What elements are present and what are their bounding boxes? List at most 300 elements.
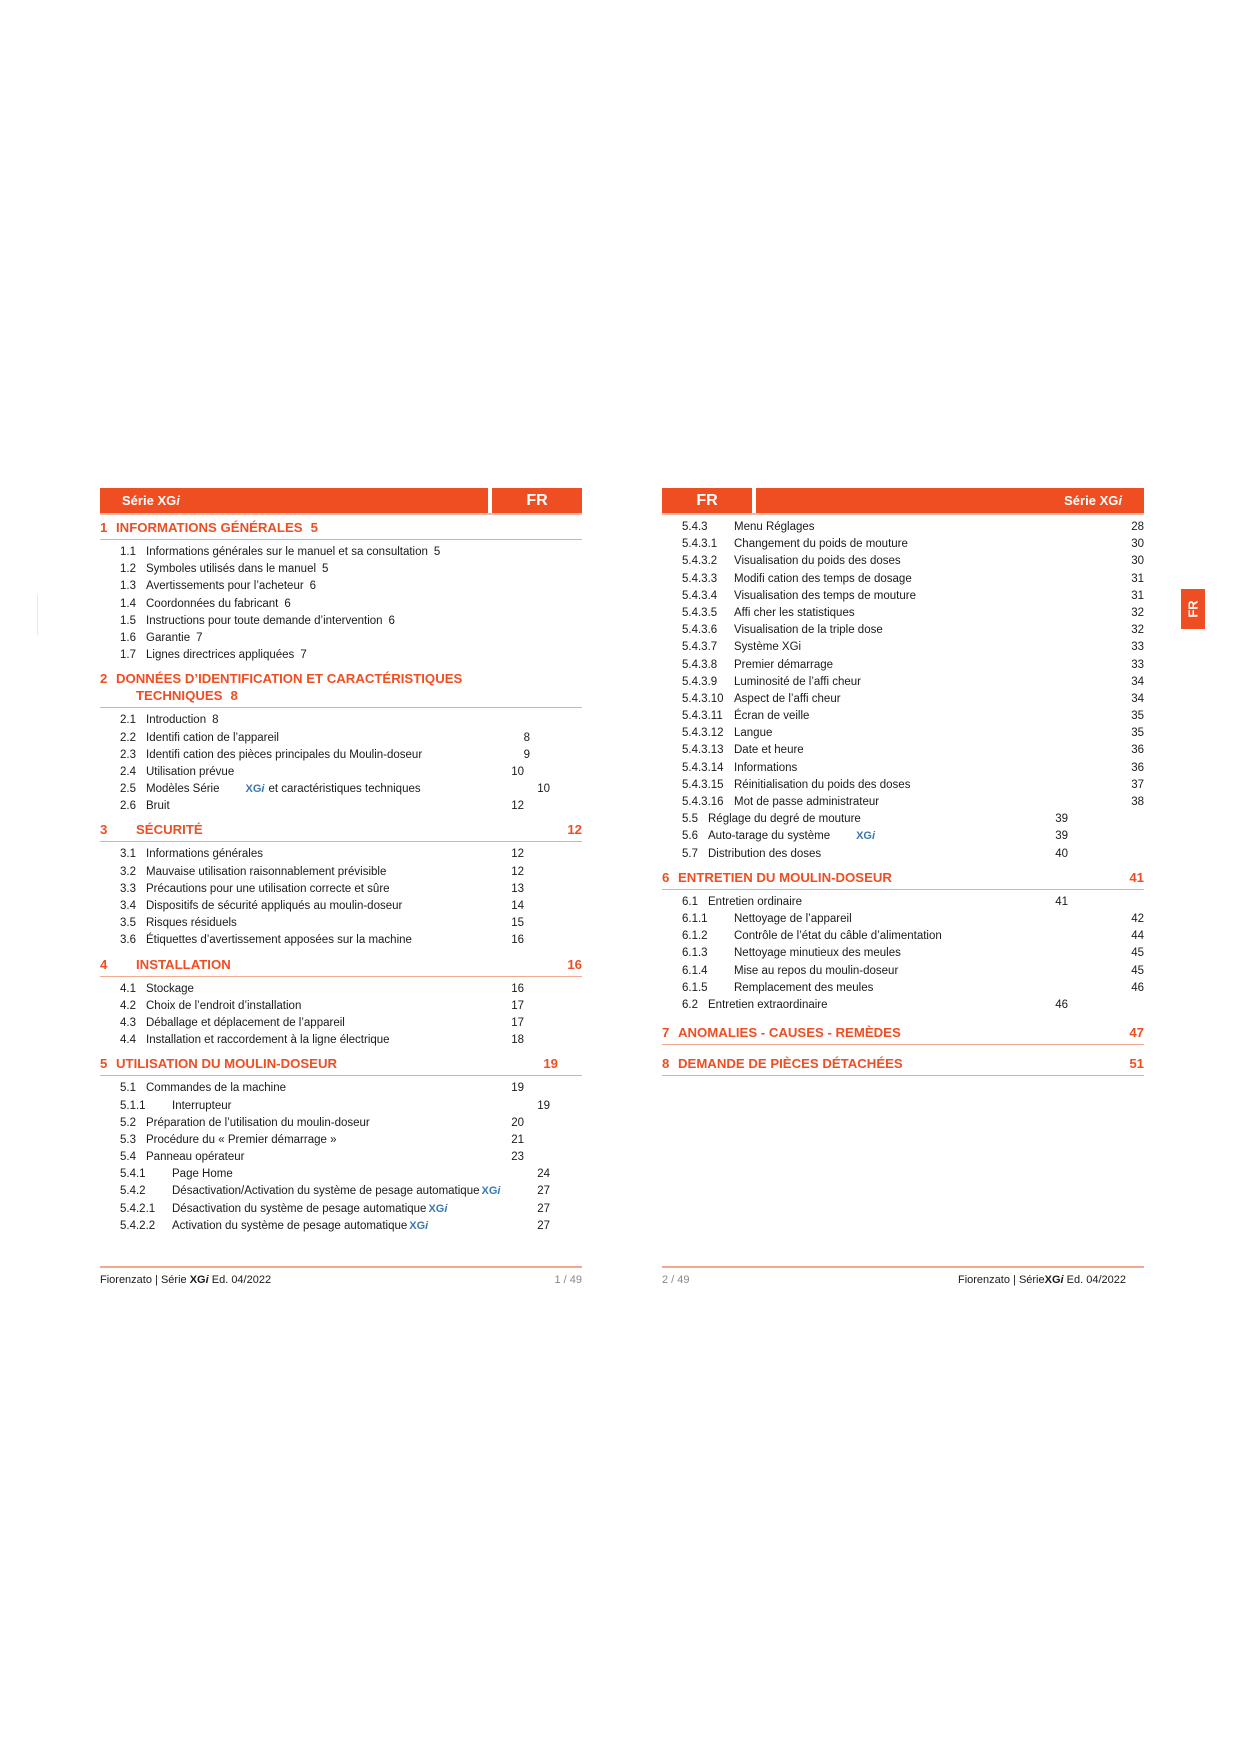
entry-xgi — [409, 1220, 428, 1232]
toc-entry — [100, 561, 582, 578]
section-page: 12 — [567, 822, 582, 838]
entry-title — [146, 561, 328, 578]
entry-title — [146, 864, 386, 881]
footer-sep: | — [155, 1274, 158, 1286]
toc-entry — [100, 932, 582, 949]
section-heading — [662, 869, 1144, 890]
entry-page: 31 — [1131, 589, 1144, 602]
entry-page: 36 — [1131, 744, 1144, 757]
section-page: 41 — [1129, 869, 1144, 885]
section-number: 3 — [100, 822, 108, 838]
entry-title — [734, 742, 804, 759]
entry-title-text: Avertissements pour l’acheteur — [146, 580, 304, 593]
section-number: 1 — [100, 520, 108, 535]
entry-page: 6 — [388, 614, 395, 627]
entry-title — [734, 674, 861, 691]
entry-title — [734, 605, 855, 622]
entry-title — [146, 1032, 390, 1049]
entry-title-text: Menu Réglages — [734, 521, 815, 533]
entry-title-text: Instructions pour toute demande d’intervention — [146, 614, 383, 627]
toc-entry — [662, 963, 1144, 980]
entry-title-text: Contrôle de l’état du câble d’alimentation — [734, 930, 942, 943]
entry-page: 12 — [511, 865, 524, 878]
entry-number: 3.6 — [120, 934, 136, 947]
left-page — [100, 488, 582, 1286]
entry-number: 5.4.3.11 — [682, 710, 723, 723]
entry-page: 16 — [511, 934, 524, 947]
entry-page: 35 — [1131, 727, 1144, 740]
entry-page: 41 — [1055, 895, 1068, 908]
entry-title-text: Introduction — [146, 714, 207, 727]
toc-entry — [662, 811, 1144, 828]
entry-page: 36 — [1131, 761, 1144, 774]
section-heading — [100, 956, 582, 977]
entry-number: 1.2 — [120, 563, 136, 576]
entry-number: 6.1.5 — [682, 981, 708, 994]
section-page: 47 — [1129, 1025, 1144, 1041]
entry-number: 5.4.2 — [120, 1185, 146, 1198]
toc-entry — [662, 708, 1144, 725]
entry-page: 45 — [1131, 964, 1144, 977]
section-title — [662, 1024, 1144, 1041]
right-footer — [662, 1266, 1144, 1286]
series-word: Série — [122, 493, 154, 508]
entry-number: 5.7 — [682, 847, 698, 860]
section-page: 8 — [230, 688, 238, 704]
entry-title-text: Réglage du degré de mouture — [708, 813, 861, 826]
entry-title — [734, 657, 833, 674]
brand-xg-right: XG — [1099, 493, 1119, 508]
header-separator-right — [662, 513, 1144, 515]
entry-title-text: Lignes directrices appliquées — [146, 649, 295, 662]
toc-entry — [100, 1166, 582, 1183]
section-block — [662, 1055, 1144, 1076]
entry-title-text: Premier démarrage — [734, 658, 834, 671]
brand-i-right: i — [1118, 493, 1122, 508]
entry-title — [172, 1183, 500, 1200]
entry-page: 46 — [1055, 998, 1068, 1011]
entry-page: 7 — [196, 631, 203, 644]
entry-title — [734, 945, 901, 962]
entry-title — [734, 794, 879, 811]
entry-title — [734, 536, 908, 553]
section-title-continued — [100, 687, 582, 704]
entry-title — [146, 1149, 244, 1166]
entry-number: 2.5 — [120, 783, 136, 796]
entry-number: 5.1.1 — [120, 1099, 146, 1112]
toc-entry — [662, 828, 1144, 845]
section-heading — [100, 670, 582, 708]
entry-title — [734, 622, 883, 639]
footer-page-number: 1 / 49 — [554, 1274, 582, 1286]
section-title — [662, 869, 1144, 886]
toc-entry — [662, 725, 1144, 742]
entry-page: 5 — [433, 546, 441, 558]
side-language-tab — [1181, 589, 1205, 629]
toc-entry — [100, 781, 582, 798]
toc-entry — [100, 1183, 582, 1200]
entry-title — [734, 777, 910, 794]
entry-number: 5.4.3.15 — [682, 778, 724, 791]
entry-number: 6.2 — [682, 998, 698, 1011]
series-word-right: Série — [1064, 493, 1096, 508]
series-bar — [100, 488, 488, 513]
entry-xgi-i: i — [261, 783, 265, 796]
entry-number: 1.1 — [120, 546, 136, 558]
left-header — [100, 488, 582, 513]
toc-entry — [662, 553, 1144, 570]
toc-entry — [100, 730, 582, 747]
entry-number: 5.4.2.2 — [120, 1219, 156, 1232]
entry-number: 5.4.2.1 — [120, 1202, 156, 1215]
entry-title-text: Nettoyage de l’appareil — [734, 912, 852, 925]
entry-page: 27 — [537, 1185, 550, 1198]
entry-title — [146, 544, 440, 561]
entry-xgi-i: i — [497, 1185, 501, 1198]
entry-title — [146, 647, 307, 664]
entry-page: 32 — [1131, 624, 1144, 637]
toc-entry — [100, 712, 582, 729]
footer-xg-right: XG — [1044, 1274, 1061, 1286]
entry-number: 5.4 — [120, 1151, 136, 1164]
entry-title — [146, 764, 234, 781]
entry-title-text: Réinitialisation du poids des doses — [734, 778, 911, 791]
entry-number: 5.4.3.9 — [682, 675, 718, 688]
entry-number: 5.4.3.5 — [682, 606, 718, 619]
entry-title — [172, 1218, 428, 1235]
toc-entry — [662, 639, 1144, 656]
entry-page: 8 — [523, 731, 530, 744]
entry-title — [146, 1080, 286, 1097]
lang-label-right: FR — [696, 492, 718, 509]
footer-left-text — [100, 1274, 271, 1286]
entry-page: 9 — [523, 748, 530, 761]
entry-title-text: Coordonnées du fabricant — [146, 597, 279, 610]
entry-title-text: Auto-tarage du système — [708, 830, 831, 843]
entry-page: 33 — [1131, 641, 1144, 654]
entry-xgi-xg: XG — [245, 783, 262, 796]
entry-number: 5.5 — [682, 813, 698, 826]
entry-number: 4.2 — [120, 999, 136, 1012]
entry-title-text: Informations générales — [146, 848, 263, 861]
footer-edition-right: Ed. 04/2022 — [1066, 1274, 1126, 1286]
entry-page: 19 — [537, 1099, 550, 1112]
entry-title — [146, 630, 203, 647]
toc-entry — [100, 596, 582, 613]
entry-title — [146, 712, 219, 729]
toc-entry — [100, 1032, 582, 1049]
footer-series: Série — [160, 1274, 187, 1286]
entry-xgi-xg: XG — [428, 1202, 445, 1215]
entry-number: 3.2 — [120, 865, 136, 878]
toc-entry — [100, 1015, 582, 1032]
footer-edition: Ed. 04/2022 — [211, 1274, 272, 1286]
entry-page: 13 — [511, 882, 524, 895]
entry-page: 27 — [537, 1202, 550, 1215]
footer-brand: Fiorenzato — [100, 1274, 152, 1286]
toc-entry — [662, 846, 1144, 863]
entry-number: 5.4.3.8 — [682, 658, 718, 671]
toc-entry — [100, 764, 582, 781]
section-heading — [100, 821, 582, 842]
brand-xg: XG — [157, 493, 177, 508]
section-block — [662, 869, 1144, 1014]
entry-title-text: Entretien extraordinaire — [708, 998, 828, 1011]
entry-title — [146, 1132, 337, 1149]
entry-title-text: Panneau opérateur — [146, 1151, 245, 1164]
toc-entry — [662, 777, 1144, 794]
entry-title-text: Aspect de l’affi cheur — [734, 692, 841, 705]
series-brand — [157, 488, 179, 513]
entry-title-text: Mauvaise utilisation raisonnablement prévisible — [146, 865, 387, 878]
entry-page: 16 — [511, 982, 524, 995]
entry-title — [708, 828, 875, 845]
entry-title-text: Installation et raccordement à la ligne électrique — [146, 1034, 390, 1047]
entry-page: 31 — [1131, 572, 1144, 585]
entry-page: 18 — [511, 1034, 524, 1047]
section-title — [100, 1055, 582, 1072]
entry-page: 32 — [1131, 606, 1144, 619]
entry-number: 4.3 — [120, 1016, 136, 1029]
entry-page: 33 — [1131, 658, 1144, 671]
entry-title-text: Risques résiduels — [146, 917, 237, 930]
entry-page: 30 — [1131, 555, 1144, 568]
footer-sep-right: | — [1013, 1274, 1016, 1286]
entry-title — [708, 997, 828, 1014]
entry-title-text: Mot de passe administrateur — [734, 796, 880, 808]
entry-title-text: Garantie — [146, 631, 191, 644]
entry-title-text: Déballage et déplacement de l’appareil — [146, 1016, 345, 1029]
entry-title-text: Écran de veille — [734, 710, 810, 723]
entry-page: 17 — [511, 1016, 524, 1029]
section-number: 5 — [100, 1056, 108, 1072]
toc-entry — [100, 647, 582, 664]
toc-entry — [100, 1149, 582, 1166]
entry-xgi-xg: XG — [856, 830, 872, 843]
section-title-text: INSTALLATION — [136, 956, 231, 972]
entry-title — [146, 998, 301, 1015]
entry-page: 12 — [511, 848, 524, 861]
entry-title-text: Symboles utilisés dans le manuel — [146, 563, 317, 576]
entry-number: 6.1 — [682, 895, 698, 908]
toc-entry — [662, 536, 1144, 553]
entry-title — [734, 691, 841, 708]
section-title-text: ANOMALIES - CAUSES - REMÈDES — [678, 1025, 901, 1041]
toc-entry — [100, 613, 582, 630]
entry-title — [146, 981, 194, 998]
section-number: 2 — [100, 671, 108, 687]
toc-entry — [662, 691, 1144, 708]
entry-title — [734, 571, 912, 588]
toc-entry — [662, 674, 1144, 691]
entry-title-text: Identifi cation des pièces principales du Moulin-doseur — [146, 748, 423, 761]
footer-i: i — [205, 1274, 209, 1286]
entry-title — [146, 932, 412, 949]
entry-title — [734, 588, 916, 605]
toc-entry — [100, 1115, 582, 1132]
entry-number: 5.3 — [120, 1133, 136, 1146]
toc-entry — [100, 544, 582, 561]
entry-title-text: Stockage — [146, 982, 194, 995]
toc-entry — [662, 605, 1144, 622]
section-title — [100, 821, 582, 838]
toc-entry — [662, 945, 1144, 962]
entry-title-text: Modifi cation des temps de dosage — [734, 572, 912, 585]
entry-title-text: Précautions pour une utilisation correcte et sûre — [146, 882, 390, 895]
section-title — [100, 519, 582, 536]
entry-page: 30 — [1131, 538, 1144, 551]
entry-page: 14 — [511, 900, 524, 912]
entry-title-text: Informations — [734, 761, 798, 774]
entry-page: 39 — [1055, 813, 1068, 826]
entry-number: 1.6 — [120, 631, 136, 644]
entry-title — [172, 1166, 233, 1183]
margin-mark — [37, 595, 38, 635]
entry-page: 40 — [1055, 847, 1068, 860]
entry-title-text: Changement du poids de mouture — [734, 538, 908, 551]
entry-page: 10 — [511, 765, 524, 778]
section-title-line2: TECHNIQUES — [136, 688, 223, 704]
entry-number: 2.6 — [120, 800, 136, 813]
right-toc — [662, 519, 1144, 1076]
section-number: 6 — [662, 869, 670, 885]
entry-number: 2.2 — [120, 731, 136, 744]
entry-xgi-i: i — [444, 1202, 448, 1215]
entry-xgi-i: i — [872, 830, 876, 843]
entry-title-text: Désactivation/Activation du système de pesage automatique — [172, 1185, 480, 1198]
entry-number: 5.4.3.1 — [682, 538, 718, 551]
entry-number: 5.4.3 — [682, 521, 708, 533]
entry-number: 3.3 — [120, 882, 136, 895]
brand-i: i — [176, 493, 180, 508]
toc-entry — [662, 997, 1144, 1014]
entry-number: 6.1.3 — [682, 947, 708, 960]
entry-title-text: Procédure du « Premier démarrage » — [146, 1133, 337, 1146]
toc-entry — [100, 898, 582, 915]
entry-page: 17 — [511, 999, 524, 1012]
entry-title — [146, 730, 279, 747]
entry-xgi-xg: XG — [409, 1219, 426, 1232]
toc-entry — [662, 928, 1144, 945]
entry-title — [146, 881, 390, 898]
left-footer — [100, 1266, 582, 1286]
right-header — [662, 488, 1144, 513]
entry-title-text: Utilisation prévue — [146, 765, 235, 778]
entry-page: 24 — [537, 1168, 550, 1181]
lang-bar-right — [662, 488, 752, 513]
entry-title-text: Interrupteur — [172, 1099, 232, 1112]
section-title-text: UTILISATION DU MOULIN-DOSEUR — [116, 1056, 337, 1072]
entry-title — [734, 928, 942, 945]
entry-title-text: Langue — [734, 727, 773, 740]
entry-number: 5.4.3.2 — [682, 555, 718, 568]
entry-page: 7 — [300, 649, 307, 662]
entry-page: 45 — [1131, 947, 1144, 960]
footer-page-number-right: 2 / 49 — [662, 1274, 690, 1286]
lang-bar — [492, 488, 582, 513]
side-tab-label: FR — [1185, 600, 1201, 618]
entry-page: 21 — [511, 1133, 524, 1146]
section-title-text: SÉCURITÉ — [136, 822, 203, 838]
entry-title — [146, 1015, 345, 1032]
section-page: 51 — [1129, 1056, 1144, 1072]
entry-title — [734, 911, 852, 928]
entry-title — [734, 963, 898, 980]
entry-title — [146, 798, 170, 815]
entry-title-text: Modèles Série — [146, 783, 220, 796]
footer-line-right — [662, 1266, 1144, 1268]
entry-number: 4.4 — [120, 1034, 136, 1047]
footer-i-right: i — [1060, 1274, 1064, 1286]
toc-entry — [100, 747, 582, 764]
section-page: 5 — [310, 520, 318, 535]
section-title — [662, 1055, 1144, 1072]
header-separator — [100, 513, 582, 515]
entry-number: 5.4.3.6 — [682, 624, 718, 637]
entry-page: 23 — [511, 1151, 524, 1164]
entry-number: 5.4.3.13 — [682, 744, 724, 757]
toc-entry — [100, 864, 582, 881]
entry-number: 1.3 — [120, 580, 136, 593]
entry-title — [146, 1115, 370, 1132]
toc-entry — [662, 760, 1144, 777]
footer-right-text — [958, 1274, 1126, 1286]
entry-number: 2.4 — [120, 765, 136, 778]
entry-page: 44 — [1131, 930, 1144, 943]
footer-series-right: Série — [1018, 1274, 1045, 1286]
entry-title-text: Page Home — [172, 1168, 233, 1181]
entry-title-text: Choix de l’endroit d’installation — [146, 999, 302, 1012]
entry-title — [146, 596, 291, 613]
toc-entry — [100, 1098, 582, 1115]
entry-page: 27 — [537, 1219, 550, 1232]
entry-title-text: Informations générales sur le manuel et sa consultation — [146, 546, 428, 558]
section-heading — [100, 519, 582, 540]
entry-page: 34 — [1131, 692, 1144, 705]
entry-number: 5.4.3.3 — [682, 572, 718, 585]
section-heading — [662, 1055, 1144, 1076]
section-title — [100, 670, 582, 687]
entry-title — [172, 1201, 447, 1218]
entry-page: 15 — [511, 917, 524, 930]
entry-number: 3.5 — [120, 917, 136, 930]
entry-title — [708, 846, 821, 863]
toc-entry — [100, 881, 582, 898]
toc-entry — [662, 980, 1144, 997]
section-title-text: DEMANDE DE PIÈCES DÉTACHÉES — [678, 1056, 903, 1072]
entry-number: 1.7 — [120, 649, 136, 662]
entry-title-text: Étiquettes d’avertissement apposées sur la machine — [146, 934, 412, 947]
entry-xgi — [246, 783, 265, 795]
entry-xgi — [482, 1185, 501, 1197]
entry-number: 5.4.3.12 — [682, 727, 724, 740]
entry-title — [734, 553, 901, 570]
entry-title — [146, 915, 237, 932]
entry-title-text: Activation du système de pesage automatique — [172, 1219, 408, 1232]
entry-title — [734, 519, 815, 536]
entry-number: 1.4 — [120, 597, 136, 610]
toc-entry — [100, 578, 582, 595]
entry-title-text: Bruit — [146, 800, 170, 813]
section-title — [100, 956, 582, 973]
entry-title-text: Distribution des doses — [708, 847, 822, 860]
entry-number: 1.5 — [120, 614, 136, 627]
entry-title — [734, 708, 809, 725]
left-toc — [100, 519, 582, 1235]
toc-entry — [100, 915, 582, 932]
entry-title — [708, 894, 802, 911]
entry-number: 6.1.4 — [682, 964, 708, 977]
